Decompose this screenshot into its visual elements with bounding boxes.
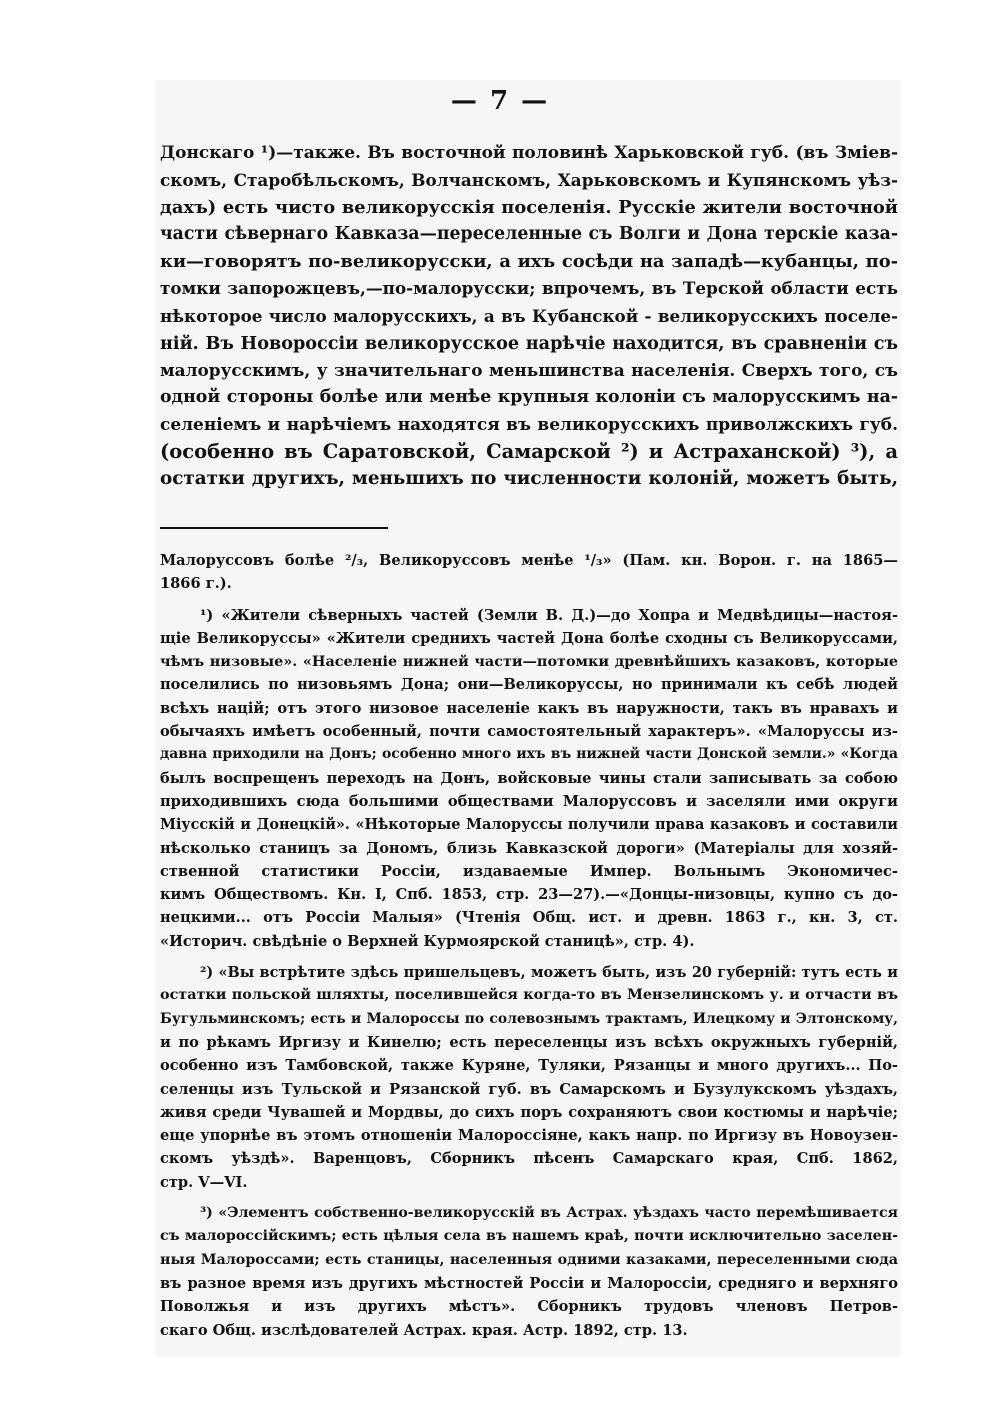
main-text-line: ки—говорятъ по-великорусски, а ихъ сосѣди на западѣ—кубанцы, по- bbox=[160, 251, 898, 273]
footnote-separator bbox=[160, 527, 388, 529]
footnote-line: особенно изъ Тамбовской, также Куряне, Туляки, Рязанцы и много другихъ... По- bbox=[160, 1057, 898, 1075]
footnote-line: приходившихъ сюда большими обществами Малоруссовъ и заселяли ими округи bbox=[160, 792, 898, 810]
footnote-line: чѣмъ низовые». «Населеніе нижней части—потомки древнѣйшихъ казаковъ, которые bbox=[160, 653, 898, 671]
footnote-line: 1866 г.). bbox=[160, 575, 232, 593]
footnote-line: обычаяхъ имѣетъ особенный, почти самостоятельный характеръ». «Малоруссы из- bbox=[160, 723, 898, 741]
footnote-line: ²) «Вы встрѣтите здѣсь пришельцевъ, можетъ быть, изъ 20 губерній: тутъ есть и bbox=[200, 964, 898, 982]
footnotes bbox=[160, 549, 898, 1342]
footnote-line: ³) «Элементъ собственно-великорусскій въ Астрах. уѣздахъ часто перемѣшивается bbox=[200, 1205, 898, 1222]
footnote-line: давна приходили на Донъ; особенно много ихъ въ нижней части Донской земли.» «Когда bbox=[160, 746, 898, 763]
footnote-1 bbox=[160, 604, 898, 953]
main-text-line: нѣкоторое число малорусскихъ, а въ Кубанской - великорусскихъ поселе- bbox=[160, 305, 898, 326]
footnote-line: Бугульминскомъ; есть и Малороссы по солевознымъ трактамъ, Илецкому и Элтонскому, bbox=[160, 1010, 898, 1027]
footnote-line: и по рѣкамъ Иргизу и Кинелю; есть переселенцы изъ всѣхъ окружныхъ губерній, bbox=[160, 1033, 898, 1051]
main-text-line: малорусскимъ, у значительнаго меньшинства населенія. Сверхъ того, съ bbox=[160, 359, 898, 380]
footnote-line: съ малороссійскимъ; есть цѣлыя села въ нашемъ краѣ, почти исключительно заселен- bbox=[160, 1228, 898, 1245]
footnote-line: ныя Малороссами; есть станицы, населенныя одними казаками, переселенными сюда bbox=[160, 1251, 898, 1268]
main-text bbox=[160, 140, 898, 492]
footnote-line: поселились по низовьямъ Дона; они—Великоруссы, но принимали къ себѣ людей bbox=[160, 676, 898, 694]
footnote-3 bbox=[160, 1202, 898, 1342]
footnote-continuation bbox=[160, 549, 898, 596]
main-text-line: Донскаго ¹)—также. Въ восточной половинѣ Харьковской губ. (въ Зміев- bbox=[160, 143, 898, 163]
footnote-line: Малоруссовъ болѣе ²/₃, Великоруссовъ менѣе ¹/₃» (Пам. кн. Ворон. г. на 1865— bbox=[160, 552, 898, 569]
footnote-line: скаго Общ. изслѣдователей Астрах. края. Астр. 1892, стр. 13. bbox=[160, 1321, 688, 1339]
footnote-line: щіе Великоруссы» «Жители среднихъ частей Дона болѣе сходны съ Великоруссами, bbox=[160, 629, 898, 647]
footnote-line: Міусскій и Донецкій». «Нѣкоторые Малоруссы получили права казаковъ и составили bbox=[160, 816, 898, 834]
footnote-line: селенцы изъ Тульской и Рязанской губ. въ Самарскомъ и Бузулукскомъ уѣздахъ, bbox=[160, 1080, 898, 1098]
main-text-line: одной стороны болѣе или менѣе крупныя колоніи съ малорусскимъ на- bbox=[160, 386, 898, 407]
main-text-line: части сѣвернаго Кавказа—переселенные съ Волги и Дона терскіе каза- bbox=[160, 224, 898, 245]
footnote-line: скомъ уѣздѣ». Варенцовъ, Сборникъ пѣсенъ Самарскаго края, Спб. 1862, bbox=[160, 1150, 898, 1168]
footnote-line: нѣсколько станицъ за Дономъ, близь Кавказской дороги» (Матеріалы для хозяй- bbox=[160, 839, 898, 857]
footnote-line: ¹) «Жители сѣверныхъ частей (Земли В. Д.)—до Хопра и Медвѣдицы—настоя- bbox=[200, 606, 898, 624]
main-text-line: (особенно въ Саратовской, Самарской ²) и Астраханской) ³), а bbox=[160, 440, 898, 464]
footnote-line: стр. V—VI. bbox=[160, 1173, 248, 1191]
page-number: — 7 — bbox=[450, 86, 550, 116]
main-text-line: томки запорожцевъ,—по-малорусски; впрочемъ, въ Терской области есть bbox=[160, 278, 898, 299]
footnote-line: остатки польской шляхты, поселившейся когда-то въ Мензелинскомъ у. и отчасти въ bbox=[160, 987, 898, 1004]
footnote-line: былъ воспрещенъ переходъ на Донъ, войсковые чины стали записывать за собою bbox=[160, 769, 898, 787]
main-text-line: дахъ) есть чисто великорусскія поселенія. Русскіе жители восточной bbox=[160, 197, 898, 219]
footnote-line: еще упорнѣе въ этомъ отношеніи Малороссіяне, какъ напр. по Иргизу въ Новоузен- bbox=[160, 1127, 898, 1145]
main-text-line: ній. Въ Новороссіи великорусское нарѣчіе находится, въ сравненіи съ bbox=[160, 332, 898, 354]
footnote-line: въ разное время изъ другихъ мѣстностей Россіи и Малороссіи, средняго и верхняго bbox=[160, 1274, 898, 1292]
footnote-line: Поволжья и изъ другихъ мѣстъ». Сборникъ трудовъ членовъ Петров- bbox=[160, 1298, 898, 1316]
footnote-line: «Историч. свѣдѣніе о Верхней Курмоярской станицѣ», стр. 4). bbox=[160, 932, 695, 950]
main-text-line: остатки другихъ, меньшихъ по численности колоній, можетъ быть, bbox=[160, 468, 898, 490]
footnote-line: ственной статистики Россіи, издаваемые Импер. Вольнымъ Экономичес- bbox=[160, 862, 898, 880]
footnote-line: кимъ Обществомъ. Кн. I, Спб. 1853, стр. 23—27).—«Донцы-низовцы, купно съ до- bbox=[160, 886, 898, 904]
main-text-line: селеніемъ и нарѣчіемъ находятся въ великорусскихъ приволжскихъ губ. bbox=[160, 413, 898, 434]
footnote-line: живя среди Чувашей и Мордвы, до сихъ поръ сохраняютъ свои костюмы и нарѣчіе; bbox=[160, 1103, 898, 1121]
footnote-2 bbox=[160, 961, 898, 1194]
footnote-line: всѣхъ націй; отъ этого низовое населеніе какъ въ наружности, такъ въ нравахъ и bbox=[160, 699, 898, 717]
footnote-line: нецкими... отъ Россіи Малыя» (Чтенія Общ. ист. и древн. 1863 г., кн. 3, ст. bbox=[160, 909, 898, 927]
main-text-line: скомъ, Старобѣльскомъ, Волчанскомъ, Харьковскомъ и Купянскомъ уѣз- bbox=[160, 170, 898, 191]
